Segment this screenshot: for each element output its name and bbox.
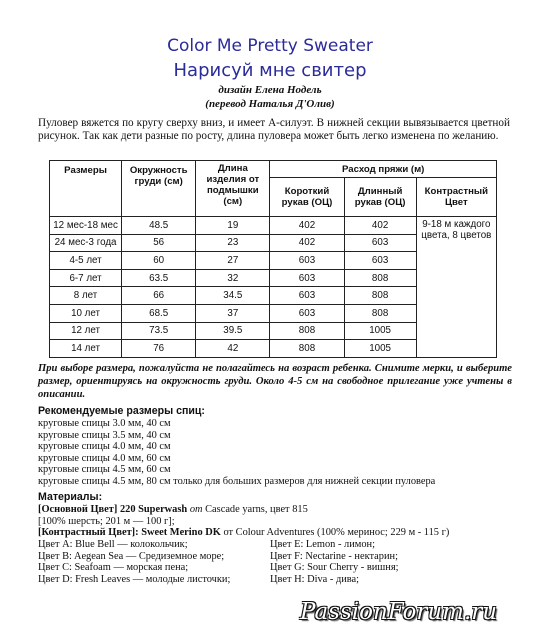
- header-contrast: Контрастный Цвет: [416, 178, 496, 217]
- needle-item: круговые спицы 4.5 мм, 60 см: [38, 464, 171, 476]
- cell-chest: 68.5: [122, 304, 196, 322]
- main-composition: [100% шерсть; 201 м — 100 г];: [38, 515, 175, 527]
- cell-chest: 66: [122, 287, 196, 305]
- main-from: от: [189, 504, 203, 515]
- needle-item: круговые спицы 3.0 мм, 40 см: [38, 418, 171, 429]
- cell-length: 37: [196, 304, 270, 322]
- cell-short-sleeve: 603: [270, 252, 344, 270]
- cell-long-sleeve: 1005: [344, 340, 416, 358]
- cell-short-sleeve: 603: [270, 287, 344, 305]
- color-item: Цвет G: Sour Cherry - вишня;: [270, 562, 399, 574]
- cell-size: 12 лет: [50, 322, 122, 340]
- cell-length: 39.5: [196, 322, 270, 340]
- cell-size: 12 мес-18 мес: [50, 217, 122, 235]
- cell-long-sleeve: 1005: [344, 322, 416, 340]
- header-sizes: Размеры: [50, 161, 122, 217]
- cell-size: 24 мес-3 года: [50, 234, 122, 252]
- header-short-sleeve: Короткий рукав (ОЦ): [270, 178, 344, 217]
- cell-size: 10 лет: [50, 304, 122, 322]
- cell-chest: 73.5: [122, 322, 196, 340]
- needles-heading: Рекомендуемые размеры спиц:: [38, 405, 205, 417]
- title-english: Color Me Pretty Sweater: [167, 36, 373, 56]
- main-color-label: [Основной Цвет]: [38, 504, 118, 515]
- color-item: Цвет E: Lemon - лимон;: [270, 539, 375, 550]
- header-length: Длина изделия от подмышки (см): [196, 161, 270, 217]
- cell-length: 34.5: [196, 287, 270, 305]
- color-item: Цвет H: Diva - дива;: [270, 573, 360, 585]
- needle-item: круговые спицы 4.0 мм, 60 см: [38, 452, 171, 464]
- colors-left-column: [38, 539, 268, 585]
- cell-short-sleeve: 402: [270, 217, 344, 235]
- cell-length: 32: [196, 269, 270, 287]
- cell-long-sleeve: 808: [344, 304, 416, 322]
- needle-item: круговые спицы 3.5 мм, 40 см: [38, 429, 171, 441]
- cell-size: 6-7 лет: [50, 269, 122, 287]
- color-item: Цвет D: Fresh Leaves — молодые листочки;: [38, 573, 231, 585]
- contrast-color-label: [Контрастный Цвет]:: [38, 527, 139, 539]
- sizes-table: [49, 160, 497, 358]
- cell-short-sleeve: 402: [270, 234, 344, 252]
- needle-item: круговые спицы 4.5 мм, 80 см только для больших размеров для нижней секции пуловера: [38, 475, 436, 487]
- credit-translation: (перевод Наталья Д'Олив): [205, 98, 335, 110]
- cell-short-sleeve: 603: [270, 269, 344, 287]
- main-yarn-details: Cascade yarns, цвет 815: [205, 504, 308, 515]
- watermark-logo: PassionForum.ru: [300, 599, 498, 625]
- cell-chest: 60: [122, 252, 196, 270]
- table-row: [50, 217, 497, 235]
- needles-list: [38, 418, 435, 488]
- cell-long-sleeve: 402: [344, 217, 416, 235]
- header-long-sleeve: Длинный рукав (ОЦ): [344, 178, 416, 217]
- cell-short-sleeve: 808: [270, 340, 344, 358]
- header-yarn: Расход пряжи (м): [270, 161, 497, 178]
- materials-contrast-line: [38, 527, 518, 539]
- materials-text: [38, 504, 518, 539]
- materials-heading: Материалы:: [38, 491, 103, 503]
- cell-length: 19: [196, 217, 270, 235]
- cell-size: 14 лет: [50, 340, 122, 358]
- cell-long-sleeve: 603: [344, 252, 416, 270]
- contrast-yarn-name: Sweet Merino DK: [141, 527, 221, 539]
- contrast-yarn-details: от Colour Adventures (100% меринос; 229 м - 115 г): [223, 527, 450, 539]
- cell-size: 4-5 лет: [50, 252, 122, 270]
- cell-long-sleeve: 808: [344, 287, 416, 305]
- credit-design: дизайн Елена Нодель: [218, 84, 322, 96]
- colors-right-column: [270, 539, 520, 585]
- materials-main-line: [38, 504, 518, 516]
- title-russian: Нарисуй мне свитер: [173, 60, 367, 81]
- header-chest: Окружность груди (см): [122, 161, 196, 217]
- intro-paragraph: Пуловер вяжется по кругу сверху вниз, и имеет А-силуэт. В нижней секции вывязывается цветной рисунок. Так как дети разные по росту, длина пуловера может быть легко изменена по желанию.: [38, 117, 510, 142]
- cell-length: 42: [196, 340, 270, 358]
- cell-length: 23: [196, 234, 270, 252]
- cell-size: 8 лет: [50, 287, 122, 305]
- cell-short-sleeve: 808: [270, 322, 344, 340]
- sizing-note: При выборе размера, пожалуйста не полагайтесь на возраст ребенка. Снимите мерки, и выберите размер, ориентируясь на окружность груди. Около 4-5 см на свободное прилегание уже учтены в описании.: [38, 363, 512, 400]
- cell-chest: 76: [122, 340, 196, 358]
- cell-long-sleeve: 808: [344, 269, 416, 287]
- cell-chest: 63.5: [122, 269, 196, 287]
- cell-short-sleeve: 603: [270, 304, 344, 322]
- cell-long-sleeve: 603: [344, 234, 416, 252]
- needle-item: круговые спицы 4.0 мм, 40 см: [38, 441, 171, 453]
- color-item: Цвет F: Nectarine - нектарин;: [270, 550, 398, 562]
- cell-chest: 56: [122, 234, 196, 252]
- cell-length: 27: [196, 252, 270, 270]
- color-item: Цвет B: Aegean Sea — Средиземное море;: [38, 550, 225, 562]
- main-yarn-name: 220 Superwash: [119, 504, 188, 515]
- cell-chest: 48.5: [122, 217, 196, 235]
- color-item: Цвет А: Blue Bell — колокольчик;: [38, 539, 188, 550]
- cell-contrast-note: 9-18 м каждого цвета, 8 цветов: [416, 217, 496, 358]
- color-item: Цвет C: Seafoam — морская пена;: [38, 562, 189, 574]
